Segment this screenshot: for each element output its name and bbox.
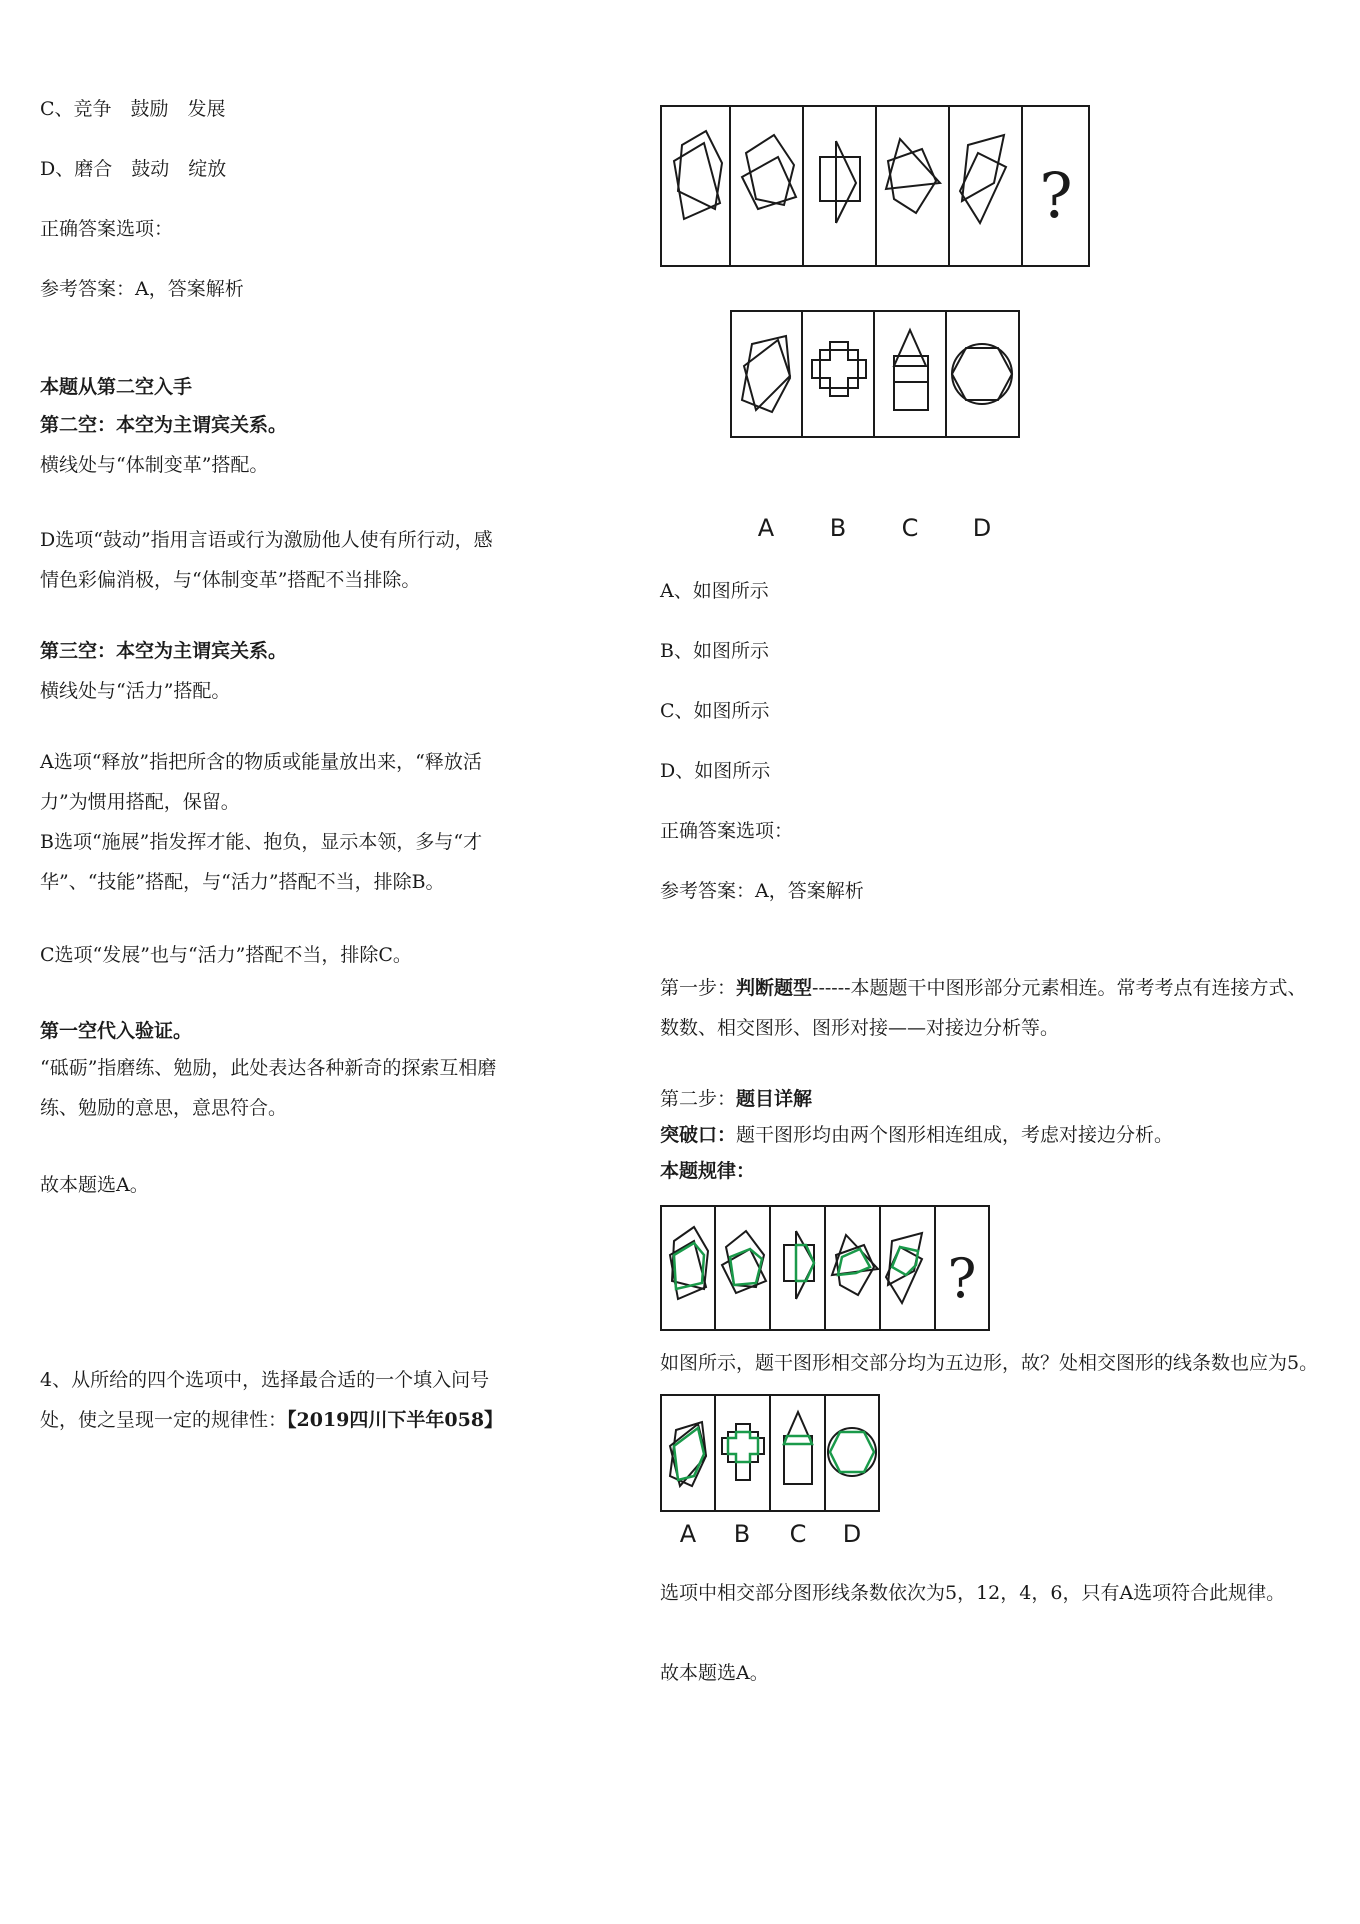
option-figure-a (742, 336, 790, 412)
annotated-letter-b: B (733, 1520, 751, 1548)
answer-label-right: 正确答案选项： (660, 820, 794, 842)
option-c-analysis: C选项“发展”也与“活力”搭配不当，排除C。 (40, 944, 412, 966)
conclusion-left: 故本题选A。 (40, 1174, 149, 1196)
option-figure-d (952, 344, 1012, 404)
option-a-analysis: A选项“释放”指把所含的物质或能量放出来，“释放活力”为惯用搭配，保留。 (40, 751, 482, 813)
blank1-heading: 第一空代入验证。 (40, 1020, 193, 1042)
annotated-letter-c: C (789, 1520, 807, 1548)
breakthrough-line (660, 1120, 1173, 1147)
option-b-analysis: B选项“施展”指发挥才能、抱负，显示本领，多与“才华”、“技能”搭配，与“活力”搭配不当，排除B。 (40, 831, 483, 893)
step1-text (660, 968, 1320, 1048)
option-d-text: D、磨合 鼓动 绽放 (40, 158, 227, 180)
question-mark: ? (1039, 159, 1073, 232)
option-b-text: B、如图所示 (660, 640, 769, 662)
step1-bold: 判断题型 (736, 977, 813, 999)
analysis-heading: 本题从第二空入手 (40, 376, 193, 398)
blank1-analysis: “砥砺”指磨练、勉励，此处表达各种新奇的探索互相磨练、勉励的意思，意思符合。 (40, 1057, 497, 1119)
question-figure-row (660, 105, 1090, 267)
answer-label: 正确答案选项： (40, 218, 174, 240)
question-figure-3 (820, 141, 860, 223)
options-figure-row (730, 310, 1020, 438)
breakthrough-label: 突破口： (660, 1124, 737, 1146)
annotated-figure-2 (722, 1231, 766, 1293)
question-4-prompt: 4、从所给的四个选项中，选择最合适的一个填入问号处，使之呈现一定的规律性： (40, 1369, 490, 1431)
step1-body: ------本题题干中图形部分元素相连。常考考点有连接方式、数数、相交图形、图形对接——对接边分析等。 (660, 977, 1307, 1039)
blank2-heading: 第二空：本空为主谓宾关系。 (40, 414, 288, 436)
question-figure-2 (742, 135, 796, 209)
annotated-figure-1 (670, 1227, 708, 1299)
letter-d: D (972, 514, 992, 542)
question-figure-4 (886, 139, 940, 213)
annotated-option-letters (660, 1512, 880, 1552)
annotated-letter-a: A (679, 1520, 697, 1548)
question-figure-1 (674, 131, 722, 219)
explanation-2: 选项中相交部分图形线条数依次为5，12，4，6，只有A选项符合此规律。 (660, 1582, 1286, 1604)
reference-answer-right: 参考答案：A，答案解析 (660, 880, 864, 902)
annotated-option-a (670, 1422, 706, 1486)
rule-heading: 本题规律： (660, 1160, 756, 1182)
step2-prefix: 第二步： (660, 1088, 737, 1110)
annotated-figure-5 (886, 1233, 922, 1303)
option-c-text-right: C、如图所示 (660, 700, 770, 722)
question-figure-5 (960, 135, 1006, 223)
option-a-text: A、如图所示 (660, 580, 769, 602)
step2-bold: 题目详解 (736, 1088, 813, 1110)
annotated-figure-4 (832, 1235, 878, 1295)
letter-b: B (829, 514, 847, 542)
explanation-1: 如图所示，题干图形相交部分均为五边形，故？处相交图形的线条数也应为5。 (660, 1352, 1319, 1374)
option-letters (730, 508, 1020, 548)
breakthrough-text: 题干图形均由两个图形相连组成，考虑对接边分析。 (736, 1124, 1174, 1146)
annotated-letter-d: D (842, 1520, 862, 1548)
reference-answer: 参考答案：A，答案解析 (40, 278, 244, 300)
step2-line (660, 1084, 812, 1111)
blank3-collocation: 横线处与“活力”搭配。 (40, 680, 231, 702)
annotated-option-b (722, 1424, 764, 1480)
option-figure-c (894, 330, 928, 410)
step1-prefix: 第一步： (660, 977, 737, 999)
blank3-heading: 第三空：本空为主谓宾关系。 (40, 640, 288, 662)
conclusion-right: 故本题选A。 (660, 1662, 769, 1684)
letter-c: C (901, 514, 919, 542)
question-4-text (40, 1360, 510, 1440)
annotated-question-mark: ? (947, 1247, 977, 1310)
annotated-option-d (828, 1428, 876, 1476)
annotated-figure-3 (784, 1231, 814, 1299)
letter-a: A (757, 514, 775, 542)
option-c-text: C、竞争 鼓励 发展 (40, 98, 226, 120)
question-4-source: 【2019四川下半年058】 (287, 1409, 504, 1431)
option-d-text-right: D、如图所示 (660, 760, 771, 782)
blank2-collocation: 横线处与“体制变革”搭配。 (40, 454, 269, 476)
option-figure-b (812, 342, 866, 396)
annotated-option-c (784, 1412, 812, 1484)
annotated-question-row (660, 1205, 990, 1331)
annotated-options-row (660, 1394, 880, 1512)
option-d-analysis: D选项“鼓动”指用言语或行为激励他人使有所行动，感情色彩偏消极，与“体制变革”搭配不当排除。 (40, 529, 493, 591)
